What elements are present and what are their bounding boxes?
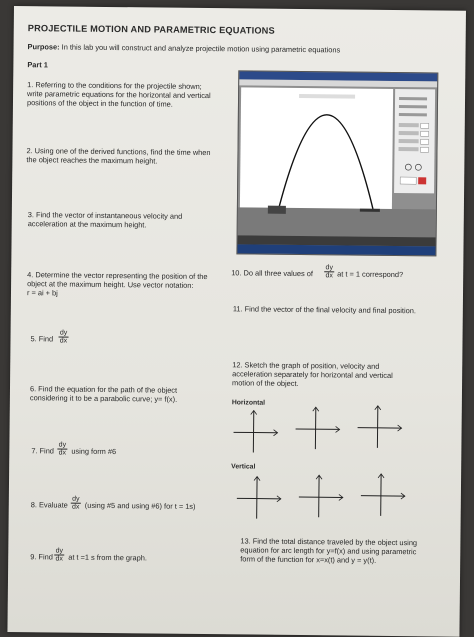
purpose-line	[28, 42, 341, 54]
q6-line: considering it to be a parabolic curve; y= f(x).	[30, 393, 177, 404]
question-6	[14, 6, 466, 11]
question-9	[14, 6, 466, 11]
question-4	[14, 6, 466, 11]
simulation-image	[237, 71, 437, 255]
q1-line: 1. Referring to the conditions for the projectile shown;	[27, 80, 202, 91]
axes-sketch-position-horizontal	[231, 408, 279, 455]
q7-prefix: 7. Find	[31, 446, 54, 455]
horizontal-label: Horizontal	[232, 398, 265, 407]
fraction-numerator: dy	[59, 329, 69, 336]
q9-suffix: at t =1 s from the graph.	[68, 553, 147, 563]
q12-line: motion of the object.	[232, 378, 299, 388]
q12-line: 12. Sketch the graph of position, velocity and	[232, 360, 379, 371]
fraction-denominator: dx	[54, 554, 64, 562]
q8-prefix: 8. Evaluate	[31, 500, 68, 509]
question-8	[14, 6, 466, 11]
q10-prefix: 10. Do all three values of	[231, 268, 313, 278]
q10-suffix: at t = 1 correspond?	[337, 269, 403, 279]
question-11: 11. Find the vector of the final velocity and final position.	[233, 304, 416, 315]
q3-line: 3. Find the vector of instantaneous velocity and	[28, 210, 183, 221]
q7-suffix: using form #6	[71, 447, 116, 456]
derivative-fraction	[54, 547, 64, 562]
axes-sketch-velocity-vertical	[297, 473, 345, 520]
q8-suffix: (using #5 and using #6) for t = 1s)	[85, 501, 196, 511]
page-title: PROJECTILE MOTION AND PARAMETRIC EQUATIONS	[28, 24, 275, 36]
q1-line: positions of the object in the function of time.	[27, 98, 173, 109]
q12-line: acceleration separately for horizontal and vertical	[232, 369, 393, 380]
part-heading: Part 1	[27, 60, 48, 69]
question-1	[14, 6, 466, 11]
fraction-numerator: dy	[324, 264, 334, 271]
axes-sketch-acceleration-horizontal	[355, 404, 403, 451]
q5-prefix: 5. Find	[30, 334, 53, 343]
q4-line: r = ai + bj	[27, 288, 58, 297]
question-2	[14, 6, 466, 11]
q6-line: 6. Find the equation for the path of the object	[30, 384, 177, 395]
q13-line: 13. Find the total distance traveled by the object using	[240, 536, 417, 547]
purpose-label: Purpose:	[28, 42, 60, 51]
axes-sketch-velocity-horizontal	[293, 405, 341, 452]
derivative-fraction	[58, 329, 68, 344]
q4-line: 4. Determine the vector representing the position of the	[27, 270, 207, 281]
fraction-denominator: dx	[58, 336, 68, 344]
axes-sketch-acceleration-vertical	[359, 472, 407, 519]
fraction-denominator: dx	[57, 448, 67, 456]
question-10	[14, 6, 466, 11]
question-5	[14, 6, 466, 11]
q4-line: object at the maximum height. Use vector notation:	[27, 279, 193, 290]
fraction-numerator: dy	[71, 496, 81, 503]
vertical-axes-group	[14, 6, 466, 11]
horizontal-axes-group	[14, 6, 466, 11]
vertical-label: Vertical	[231, 462, 255, 471]
simulation-screenshot	[236, 70, 438, 256]
q2-line: the object reaches the maximum height.	[26, 155, 157, 165]
fraction-numerator: dy	[54, 547, 64, 554]
question-7	[14, 6, 466, 11]
q13-line: form of the function for x=x(t) and y = y(t).	[240, 554, 376, 564]
derivative-fraction	[324, 264, 334, 279]
q13-line: equation for arc length for y=f(x) and using parametric	[240, 545, 416, 556]
q3-line: acceleration at the maximum height.	[28, 219, 147, 229]
fraction-denominator: dx	[324, 271, 334, 279]
derivative-fraction	[71, 496, 81, 511]
question-12	[14, 6, 466, 11]
q1-line: write parametric equations for the horizontal and vertical	[27, 89, 211, 100]
fraction-numerator: dy	[57, 441, 67, 448]
worksheet-page	[7, 6, 466, 637]
derivative-fraction	[57, 441, 67, 456]
fraction-denominator: dx	[71, 503, 81, 511]
purpose-text: In this lab you will construct and analyze projectile motion using parametric equations	[62, 43, 341, 55]
axes-sketch-position-vertical	[235, 474, 283, 521]
q2-line: 2. Using one of the derived functions, find the time when	[26, 146, 210, 157]
question-13	[14, 6, 466, 11]
question-3	[14, 6, 466, 11]
q9-prefix: 9. Find	[30, 552, 53, 561]
